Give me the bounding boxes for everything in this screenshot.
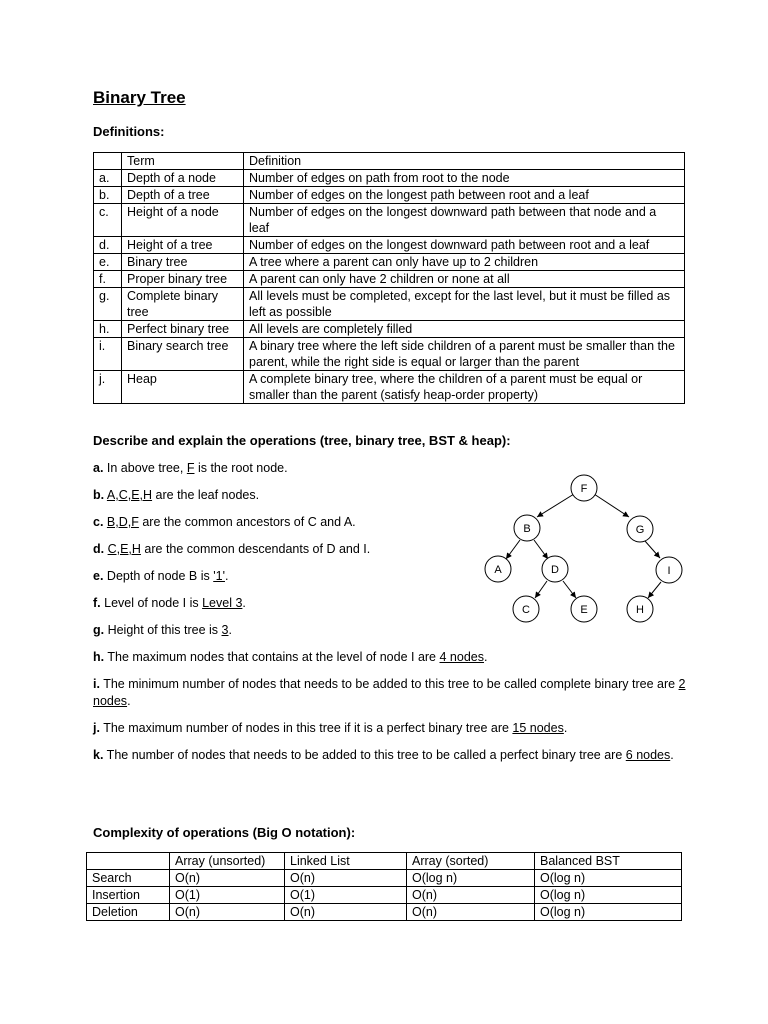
edge-g-i [645,541,660,558]
item-label: j. [93,721,100,735]
row-index: b. [94,187,122,204]
operation-item: g. Height of this tree is 3. [93,623,232,637]
row-term: Depth of a node [122,170,244,187]
edge-b-d [534,540,548,559]
operation-item: e. Depth of node B is '1'. [93,569,229,583]
edge-f-g [594,494,629,517]
table-row [87,887,682,904]
header-index [94,153,122,170]
node-label: H [636,604,644,616]
table-row [94,237,685,254]
row-term: Depth of a tree [122,187,244,204]
row-index: f. [94,271,122,288]
complexity-cell: O(1) [285,887,407,904]
row-index: a. [94,170,122,187]
table-row [87,904,682,921]
edge-d-c [535,581,547,598]
complexity-cell: O(n) [170,904,285,921]
edge-f-b [537,494,574,517]
column-header [87,853,170,870]
edge-b-a [506,540,520,559]
node-label: A [494,564,502,576]
complexity-table [86,852,682,921]
binary-tree-diagram [470,470,700,630]
table-row [94,254,685,271]
table-row [94,371,685,404]
row-index: g. [94,288,122,321]
complexity-header-row [87,853,682,870]
complexity-cell: O(n) [407,904,535,921]
row-term: Height of a node [122,204,244,237]
table-row [94,321,685,338]
node-label: B [523,523,531,535]
row-index: h. [94,321,122,338]
definitions-table [93,152,685,404]
table-row [94,288,685,321]
row-definition: A parent can only have 2 children or none at all [244,271,685,288]
row-definition: A binary tree where the left side children of a parent must be smaller than the parent, while the right side is equal or larger than the parent [244,338,685,371]
operations-heading: Describe and explain the operations (tree, binary tree, BST & heap): [93,433,511,448]
row-index: d. [94,237,122,254]
row-definition: A tree where a parent can only have up to 2 children [244,254,685,271]
operation-item: d. C,E,H are the common descendants of D and I. [93,542,371,556]
item-label: h. [93,650,105,664]
table-row [87,870,682,887]
row-definition: A complete binary tree, where the children of a parent must be equal or smaller than the parent (satisfy heap-order property) [244,371,685,404]
item-label: f. [93,596,101,610]
row-index: c. [94,204,122,237]
node-label: E [580,604,588,616]
row-term: Perfect binary tree [122,321,244,338]
edge-i-h [648,582,661,598]
node-label: C [522,604,530,616]
row-definition: Number of edges on the longest downward path between root and a leaf [244,237,685,254]
row-index: j. [94,371,122,404]
complexity-cell: O(log n) [535,904,682,921]
complexity-cell: O(n) [170,870,285,887]
complexity-cell: O(log n) [535,887,682,904]
operation-name: Search [87,870,170,887]
row-definition: All levels are completely filled [244,321,685,338]
row-definition: Number of edges on path from root to the node [244,170,685,187]
item-label: a. [93,461,104,475]
complexity-cell: O(1) [170,887,285,904]
item-label: i. [93,677,100,691]
table-row [94,271,685,288]
node-label: G [635,524,645,536]
item-label: k. [93,748,104,762]
operation-item: b. A,C,E,H are the leaf nodes. [93,488,260,502]
complexity-cell: O(n) [285,904,407,921]
column-header: Array (sorted) [407,853,535,870]
node-label: D [551,564,559,576]
column-header: Balanced BST [535,853,682,870]
operation-item: c. B,D,F are the common ancestors of C and A. [93,515,356,529]
item-label: c. [93,515,104,529]
row-term: Binary tree [122,254,244,271]
row-term: Complete binary tree [122,288,244,321]
operation-item: f. Level of node I is Level 3. [93,596,246,610]
operation-item: j. The maximum number of nodes in this tree if it is a perfect binary tree are 15 nodes. [93,721,568,735]
operation-name: Insertion [87,887,170,904]
item-label: d. [93,542,105,556]
definitions-header-row [94,153,685,170]
node-label: F [580,483,588,495]
table-row [94,187,685,204]
complexity-cell: O(n) [407,887,535,904]
row-term: Proper binary tree [122,271,244,288]
item-label: b. [93,488,105,502]
node-label: I [667,565,671,577]
table-row [94,170,685,187]
operation-name: Deletion [87,904,170,921]
complexity-cell: O(log n) [535,870,682,887]
row-term: Height of a tree [122,237,244,254]
row-definition: All levels must be completed, except for the last level, but it must be filled as left as possible [244,288,685,321]
item-label: e. [93,569,104,583]
row-index: i. [94,338,122,371]
row-definition: Number of edges on the longest path between root and a leaf [244,187,685,204]
header-definition: Definition [244,153,685,170]
column-header: Array (unsorted) [170,853,285,870]
row-term: Heap [122,371,244,404]
column-header: Linked List [285,853,407,870]
table-row [94,338,685,371]
item-label: g. [93,623,105,637]
edge-d-e [563,581,576,598]
operation-item: k. The number of nodes that needs to be added to this tree to be called a perfect binary tree are 6 nodes. [93,748,674,762]
definitions-heading: Definitions: [93,124,165,139]
row-definition: Number of edges on the longest downward path between that node and a leaf [244,204,685,237]
row-index: e. [94,254,122,271]
complexity-heading: Complexity of operations (Big O notation): [93,825,356,840]
operation-item: h. The maximum nodes that contains at the level of node I are 4 nodes. [93,650,488,664]
row-term: Binary search tree [122,338,244,371]
operation-item: i. The minimum number of nodes that needs to be added to this tree to be called complete binary tree are 2 nodes. [93,677,686,708]
header-term: Term [122,153,244,170]
table-row [94,204,685,237]
page-title: Binary Tree [93,88,186,107]
complexity-cell: O(log n) [407,870,535,887]
complexity-cell: O(n) [285,870,407,887]
operation-item: a. In above tree, F is the root node. [93,461,288,475]
